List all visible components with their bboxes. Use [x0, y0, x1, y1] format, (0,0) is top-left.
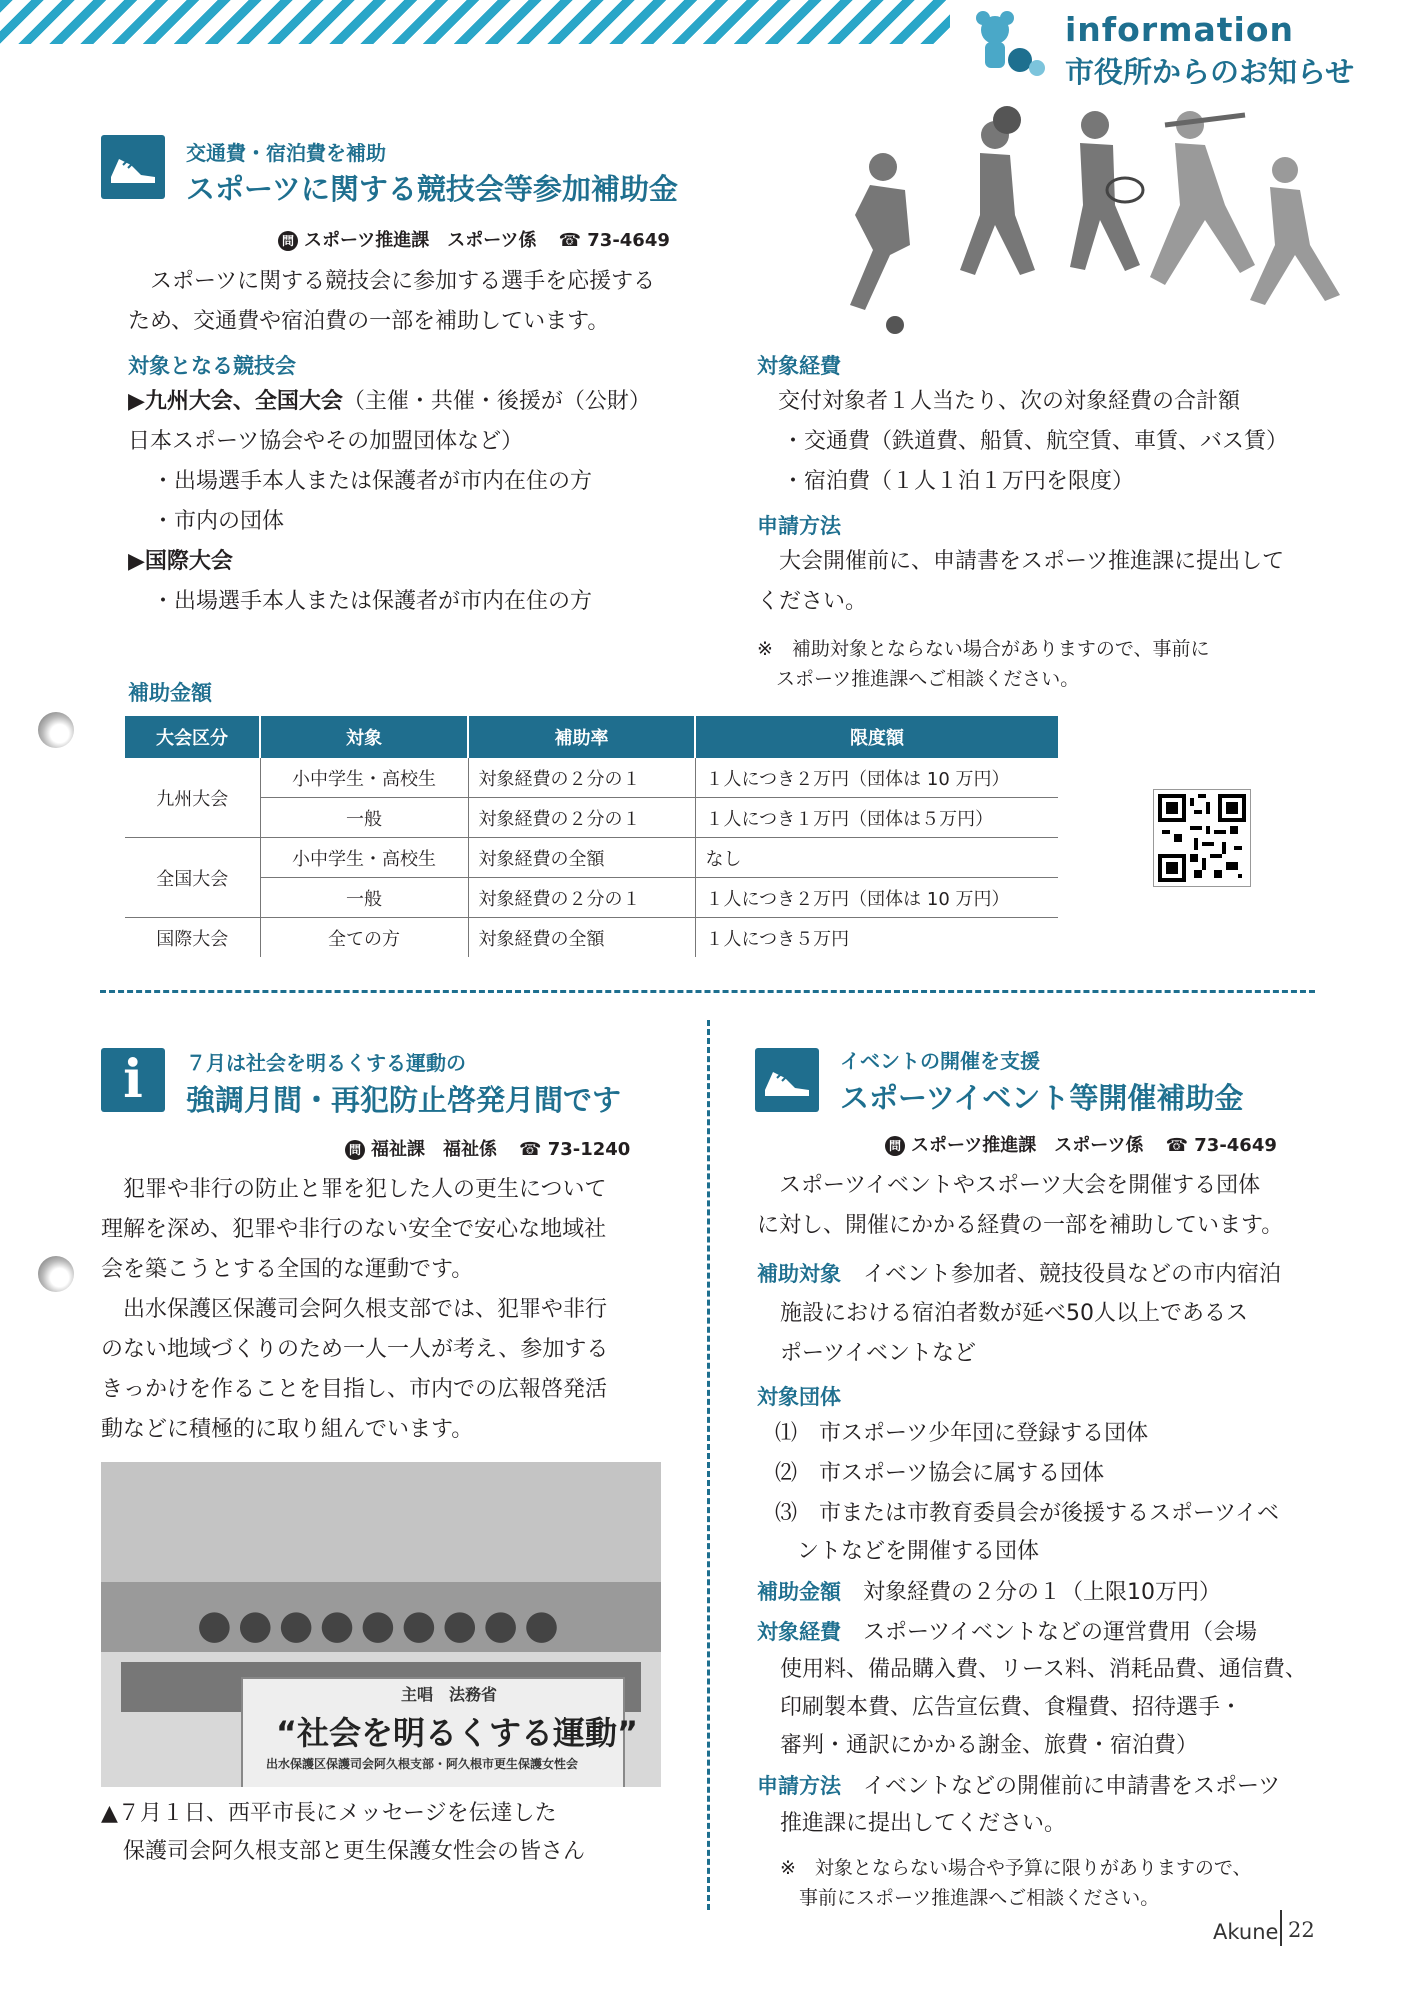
shoe-icon	[101, 135, 165, 199]
sec1-event1: ▶九州大会、全国大会（主催・共催・後援が（公財）	[128, 389, 651, 414]
sec3-group-3b: ントなどを開催する団体	[775, 1539, 1040, 1564]
table-cell: 対象経費の２分の１	[468, 798, 695, 838]
table-row	[125, 878, 1058, 918]
inquiry-icon: 問	[278, 231, 298, 251]
sec3-target: 補助対象 イベント参加者、競技役員などの市内宿泊	[757, 1262, 1282, 1287]
photo-caption-1: ▲７月１日、西平市長にメッセージを伝達した	[101, 1801, 557, 1826]
sec3-note-1: ※ 対象とならない場合や予算に限りがありますので、	[780, 1857, 1252, 1879]
sec1-cost-1: 交付対象者１人当たり、次の対象経費の合計額	[778, 389, 1241, 414]
sec3-kicker: イベントの開催を支援	[840, 1049, 1040, 1073]
sec3-group-1: ⑴ 市スポーツ少年団に登録する団体	[775, 1421, 1149, 1446]
sec3-cost-2: 使用料、備品購入費、リース料、消耗品費、通信費、	[780, 1657, 1307, 1682]
sec1-cost-3: ・宿泊費（１人１泊１万円を限度）	[782, 469, 1135, 494]
page-number: 22	[1288, 1918, 1315, 1942]
inquiry-icon: 問	[345, 1140, 365, 1160]
banner-top-text: 主唱 法務省	[401, 1685, 498, 1704]
table-header: 限度額	[695, 716, 1058, 758]
table-group-cell: 国際大会	[125, 918, 260, 958]
binder-hole	[38, 1256, 74, 1292]
table-cell: １人につき５万円	[705, 928, 850, 950]
table-row	[125, 798, 1058, 838]
sec2-para-line: きっかけを作ることを目指し、市内での広報啓発活	[101, 1377, 608, 1402]
campaign-photo	[101, 1462, 661, 1787]
athletes-illustration	[795, 95, 1355, 345]
column-divider	[707, 1020, 710, 1910]
footer-brand: Akune	[1213, 1920, 1279, 1944]
sec1-events-heading: 対象となる競技会	[128, 354, 296, 378]
footer-divider	[1280, 1910, 1282, 1946]
sec1-cost-2: ・交通費（鉄道費、船賃、航空賃、車賃、バス賃）	[782, 429, 1289, 454]
info-subtitle: 市役所からのお知らせ	[1065, 55, 1355, 89]
table-group-cell: 全国大会	[125, 838, 260, 918]
sec2-para-line: 理解を深め、犯罪や非行のない安全で安心な地域社	[101, 1217, 607, 1242]
banner-main-text: “社会を明るくする運動”	[276, 1714, 639, 1752]
table-cell: 対象経費の２分の１	[468, 878, 695, 918]
sec1-title: スポーツに関する競技会等参加補助金	[186, 172, 678, 206]
sec2-para-line: 犯罪や非行の防止と罪を犯した人の更生について	[101, 1177, 607, 1202]
sec1-event1-bullet1: ・出場選手本人または保護者が市内在住の方	[152, 469, 593, 494]
banner-bottom-text: 出水保護区保護司会阿久根支部・阿久根市更生保護女性会	[266, 1757, 579, 1771]
sec1-contact: 問 スポーツ推進課 スポーツ係 ☎ 73-4649	[278, 226, 670, 252]
sec3-groups-heading: 対象団体	[757, 1385, 841, 1409]
table-cell: 対象経費の２分の１	[468, 758, 695, 798]
sec3-intro-1: スポーツイベントやスポーツ大会を開催する団体	[757, 1173, 1261, 1198]
sec2-para-line: 出水保護区保護司会阿久根支部では、犯罪や非行	[101, 1297, 608, 1322]
table-group-cell: 九州大会	[125, 758, 260, 838]
binder-hole	[38, 712, 74, 748]
table-cell: 対象経費の全額	[468, 918, 695, 958]
table-row	[125, 758, 1058, 798]
table-cell: 一般	[260, 798, 468, 838]
sec3-target-3: ポーツイベントなど	[780, 1341, 977, 1366]
qr-code[interactable]	[1153, 789, 1251, 887]
table-header: 大会区分	[125, 716, 260, 758]
sec1-event1-line2: 日本スポーツ協会やその加盟団体など）	[128, 429, 524, 454]
sec3-amount: 補助金額 対象経費の２分の１（上限10万円）	[757, 1580, 1222, 1605]
header-stripe	[0, 0, 950, 44]
table-cell: 全ての方	[260, 918, 468, 958]
sec1-intro-2: ため、交通費や宿泊費の一部を補助しています。	[128, 309, 610, 334]
info-icon: i	[101, 1048, 165, 1112]
sec1-event1-bullet2: ・市内の団体	[152, 509, 285, 534]
table-header: 補助率	[468, 716, 695, 758]
mascot-icon	[965, 8, 1055, 82]
sec2-para-line: のない地域づくりのため一人一人が考え、参加する	[101, 1337, 609, 1362]
sec2-contact: 問 福祉課 福祉係 ☎ 73-1240	[345, 1135, 630, 1161]
table-header: 対象	[260, 716, 468, 758]
sec1-intro-1: スポーツに関する競技会に参加する選手を応援する	[128, 269, 656, 294]
sec3-apply: 申請方法 イベントなどの開催前に申請書をスポーツ	[757, 1774, 1281, 1799]
sec1-cost-heading: 対象経費	[757, 354, 841, 378]
table-cell: 対象経費の全額	[468, 838, 695, 878]
table-row	[125, 918, 1058, 958]
sec3-group-2: ⑵ 市スポーツ協会に属する団体	[775, 1461, 1105, 1486]
sec3-cost: 対象経費 スポーツイベントなどの運営費用（会場	[757, 1620, 1258, 1645]
shoe-icon	[755, 1048, 819, 1112]
sec3-target-2: 施設における宿泊者数が延べ50人以上であるス	[780, 1301, 1248, 1326]
photo-caption-2: 保護司会阿久根支部と更生保護女性会の皆さん	[101, 1839, 586, 1864]
sec1-apply-2: ください。	[757, 589, 868, 614]
phone-icon: ☎	[558, 230, 581, 251]
table-cell: 小中学生・高校生	[260, 758, 468, 798]
sec1-event2: ▶国際大会	[128, 549, 233, 574]
sec1-note-2: スポーツ推進課へご相談ください。	[757, 668, 1080, 690]
sec1-amount-heading: 補助金額	[128, 681, 212, 705]
sec3-target-label: 補助対象	[757, 1262, 841, 1286]
sec3-cost-3: 印刷製本費、広告宣伝費、食糧費、招待選手・	[780, 1695, 1243, 1720]
table-cell: １人につき１万円（団体は５万円）	[695, 798, 1058, 838]
table-header-row	[125, 716, 1058, 758]
sec3-amount-label: 補助金額	[757, 1580, 841, 1604]
sec3-intro-2: に対し、開催にかかる経費の一部を補助しています。	[757, 1213, 1284, 1238]
table-cell: １人につき２万円（団体は 10 万円）	[695, 758, 1058, 798]
sec3-group-3a: ⑶ 市または市教育委員会が後援するスポーツイベ	[775, 1501, 1280, 1526]
people-figures: ●●●●●●●●●	[196, 1602, 566, 1648]
sec1-note-1: ※ 補助対象とならない場合がありますので、事前に	[757, 638, 1210, 660]
sec1-apply-1: 大会開催前に、申請書をスポーツ推進課に提出して	[757, 549, 1285, 574]
sec3-note-2: 事前にスポーツ推進課へご相談ください。	[780, 1887, 1160, 1909]
section-divider	[100, 990, 1315, 993]
sec2-title: 強調月間・再犯防止啓発月間です	[186, 1083, 622, 1117]
sec1-apply-heading: 申請方法	[757, 514, 841, 538]
sec2-para-line: 動などに積極的に取り組んでいます。	[101, 1417, 474, 1442]
table-cell: 一般	[260, 878, 468, 918]
sec3-apply-label: 申請方法	[757, 1774, 841, 1798]
sec1-event2-bullet1: ・出場選手本人または保護者が市内在住の方	[152, 589, 593, 614]
table-cell: なし	[695, 838, 1058, 878]
sec3-title: スポーツイベント等開催補助金	[840, 1081, 1244, 1115]
phone-icon: ☎	[1165, 1135, 1188, 1156]
sec3-cost-label: 対象経費	[757, 1620, 841, 1644]
sec2-kicker: ７月は社会を明るくする運動の	[186, 1051, 466, 1075]
table-cell: 小中学生・高校生	[260, 838, 468, 878]
inquiry-icon: 問	[885, 1136, 905, 1156]
sec3-cost-4: 審判・通訳にかかる謝金、旅費・宿泊費）	[780, 1733, 1199, 1758]
info-label: information	[1065, 10, 1295, 49]
sec2-para-line: 会を築こうとする全国的な運動です。	[101, 1257, 474, 1282]
phone-icon: ☎	[519, 1139, 542, 1160]
sec3-apply-2: 推進課に提出してください。	[780, 1811, 1067, 1836]
sec3-contact: 問 スポーツ推進課 スポーツ係 ☎ 73-4649	[885, 1131, 1277, 1157]
sec1-kicker: 交通費・宿泊費を補助	[186, 141, 386, 165]
subsidy-table	[125, 716, 1058, 957]
table-cell: １人につき２万円（団体は 10 万円）	[695, 878, 1058, 918]
table-row	[125, 838, 1058, 878]
